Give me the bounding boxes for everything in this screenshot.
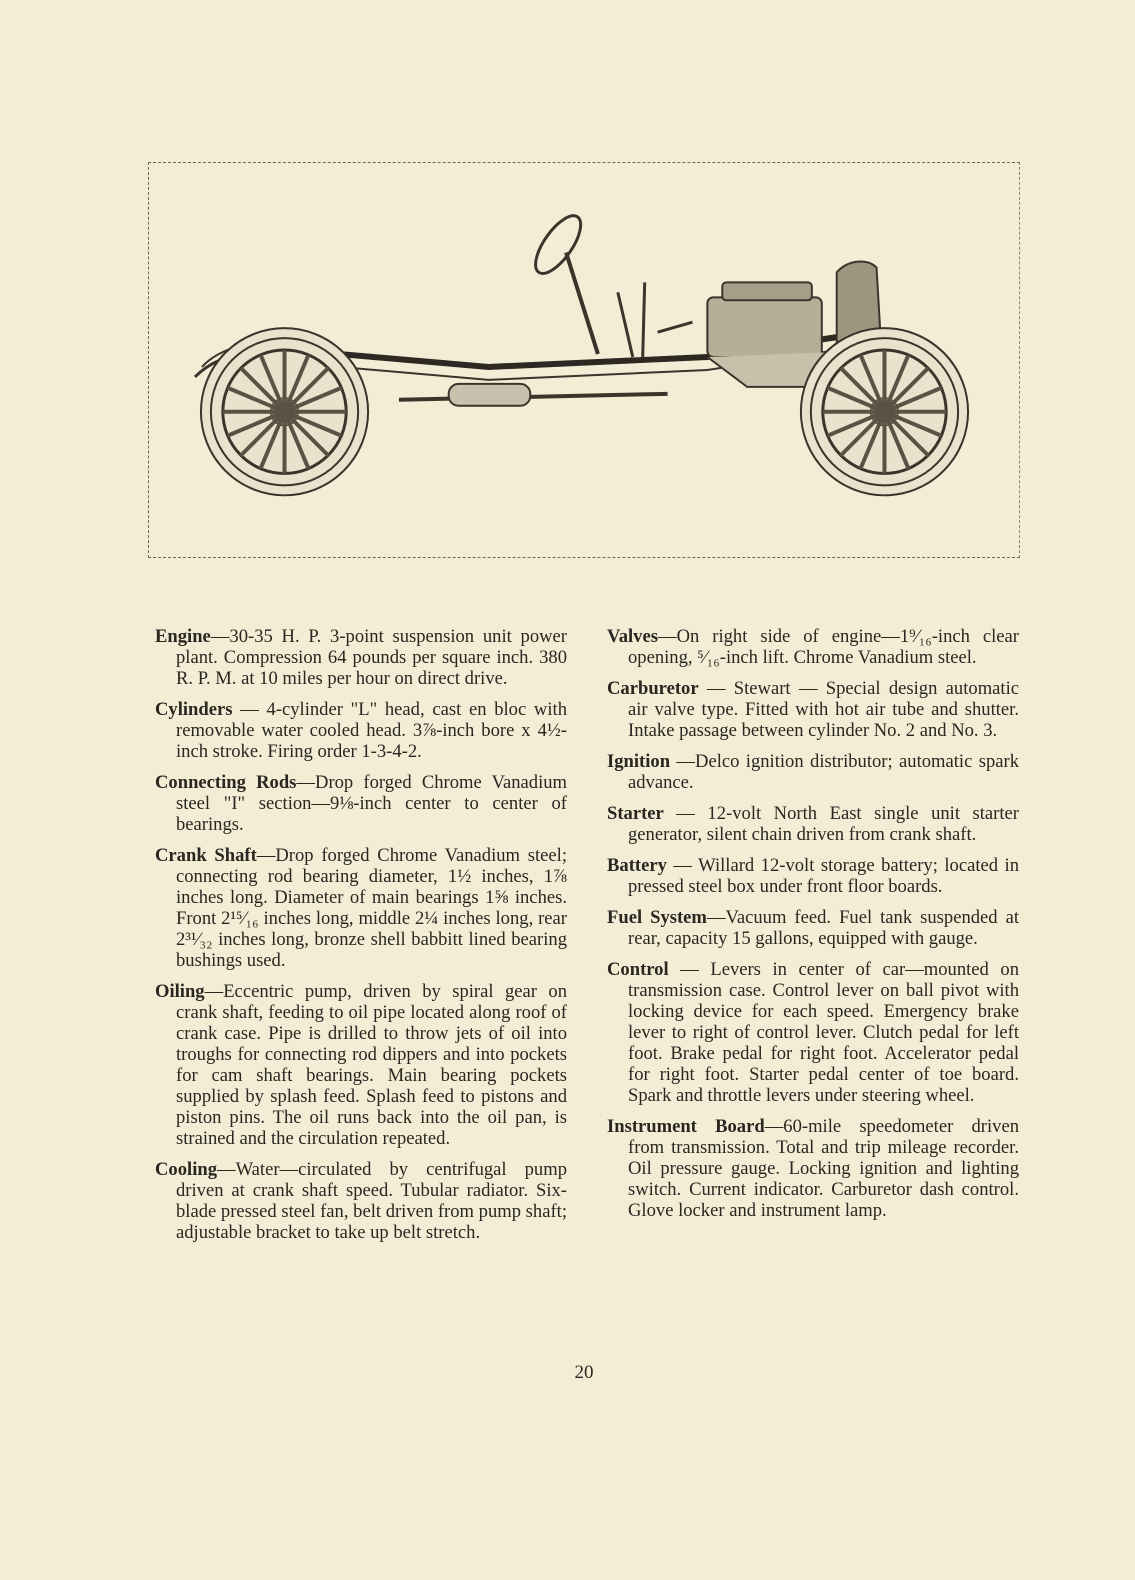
spec-crank-shaft: Crank Shaft—Drop forged Chrome Vanadium steel; connecting rod bearing diameter, 1½ inches, 1⅞ inches long. Diameter of main bearings 1⅝ inches. Front 2¹⁵⁄₁₆ inches long, middle 2¼ inches long, rear 2³¹⁄₃₂ inches long, bronze shell babbitt lined bearing bushings used. xyxy=(155,845,567,971)
spec-cylinders: Cylinders — 4-cylinder "L" head, cast en bloc with removable water cooled head. 3⅞-inch bore x 4½-inch stroke. Firing order 1-3-4-2. xyxy=(155,699,567,762)
spec-carburetor: Carburetor — Stewart — Special design automatic air valve type. Fitted with hot air tube and shutter. Intake passage between cylinder No. 2 and No. 3. xyxy=(607,678,1019,741)
front-wheel xyxy=(801,328,968,495)
specs-column-right xyxy=(607,626,1019,1231)
spec-fuel-system: Fuel System—Vacuum feed. Fuel tank suspended at rear, capacity 15 gallons, equipped with gauge. xyxy=(607,907,1019,949)
spec-starter: Starter — 12-volt North East single unit starter generator, silent chain driven from crank shaft. xyxy=(607,803,1019,845)
spec-control: Control — Levers in center of car—mounted on transmission case. Control lever on ball pivot with locking device for each speed. Emergency brake lever to right of control lever. Clutch pedal for left foot. Brake pedal for right foot. Accelerator pedal for right foot. Starter pedal center of toe board. Spark and throttle levers under steering wheel. xyxy=(607,959,1019,1106)
spec-instrument-board: Instrument Board—60-mile speedometer driven from transmission. Total and trip mileage recorder. Oil pressure gauge. Locking ignition and lighting switch. Current indicator. Carburetor dash control. Glove locker and instrument lamp. xyxy=(607,1116,1019,1221)
spec-valves: Valves—On right side of engine—1⁹⁄₁₆-inch clear opening, ⁵⁄₁₆-inch lift. Chrome Vanadium steel. xyxy=(607,626,1019,668)
chassis-illustration-frame xyxy=(148,162,1020,558)
spec-oiling: Oiling—Eccentric pump, driven by spiral gear on crank shaft, feeding to oil pipe located along roof of crank case. Pipe is drilled to throw jets of oil into troughs for connecting rod dippers and into pockets for cam shaft bearings. Main bearing pockets supplied by splash feed. Splash feed to pistons and piston pins. The oil runs back into the oil pan, is strained and the circulation repeated. xyxy=(155,981,567,1149)
rear-wheel xyxy=(201,328,368,495)
page-number: 20 xyxy=(574,1362,594,1383)
chassis-illustration xyxy=(149,163,1019,557)
spec-engine: Engine—30-35 H. P. 3-point suspension unit power plant. Compression 64 pounds per square inch. 380 R. P. M. at 10 miles per hour on direct drive. xyxy=(155,626,567,689)
spec-connecting-rods: Connecting Rods—Drop forged Chrome Vanadium steel "I" section—9⅛-inch center to center of bearings. xyxy=(155,772,567,835)
spec-ignition: Ignition —Delco ignition distributor; automatic spark advance. xyxy=(607,751,1019,793)
specs-column-left xyxy=(155,626,567,1253)
spec-cooling: Cooling—Water—circulated by centrifugal pump driven at crank shaft speed. Tubular radiator. Six-blade pressed steel fan, belt driven from pump shaft; adjustable bracket to take up belt stretch. xyxy=(155,1159,567,1243)
spec-battery: Battery — Willard 12-volt storage battery; located in pressed steel box under front floor boards. xyxy=(607,855,1019,897)
